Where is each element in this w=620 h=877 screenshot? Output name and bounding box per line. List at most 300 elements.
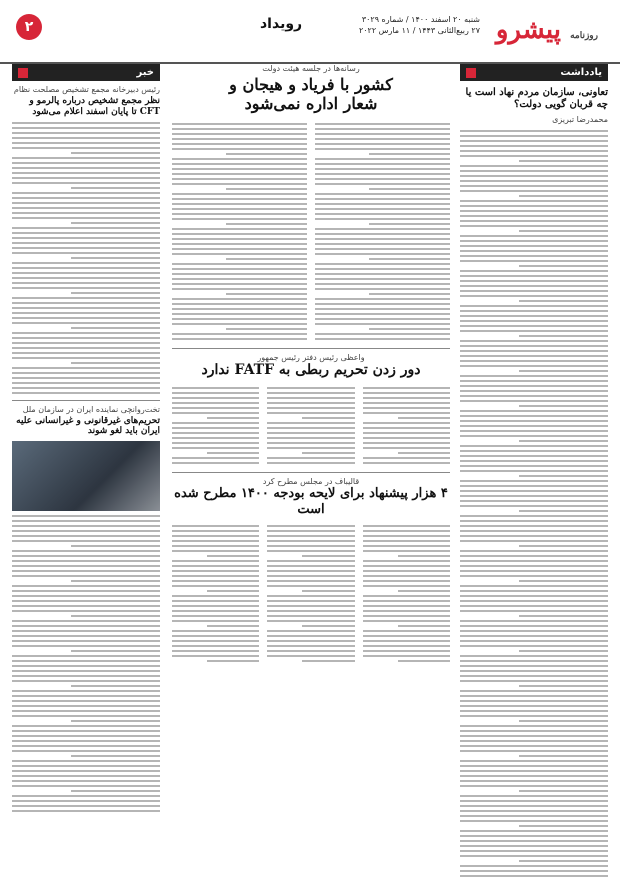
story1-headline: نظر مجمع تشخیص درباره پالرمو و CFT تا پایان اسفند اعلام می‌شود (29, 96, 160, 117)
text-line (172, 630, 259, 632)
text-line (12, 675, 160, 677)
section-title: رویداد (260, 16, 303, 32)
text-line (12, 690, 160, 692)
text-line (12, 540, 160, 542)
text-line (71, 257, 160, 259)
story2-body (12, 515, 160, 812)
text-line (460, 210, 608, 212)
text-line (172, 545, 259, 547)
text-line (172, 203, 307, 205)
text-line (267, 575, 354, 577)
body-column (363, 525, 450, 662)
text-line (302, 555, 354, 557)
text-line (460, 715, 608, 717)
text-line (460, 870, 608, 872)
text-line (172, 595, 259, 597)
text-line (460, 430, 608, 432)
text-line (12, 600, 160, 602)
text-line (460, 815, 608, 817)
text-line (519, 405, 608, 407)
center-area (172, 64, 450, 824)
text-line (12, 795, 160, 797)
newspaper-logo (492, 10, 602, 50)
text-line (460, 165, 608, 167)
text-line (460, 375, 608, 377)
text-line (315, 338, 450, 340)
text-line (12, 182, 160, 184)
text-line (12, 635, 160, 637)
text-line (12, 367, 160, 369)
text-line (363, 615, 450, 617)
text-line (12, 342, 160, 344)
text-line (460, 425, 608, 427)
text-line (460, 325, 608, 327)
text-line (519, 545, 608, 547)
text-line (12, 317, 160, 319)
text-line (267, 447, 354, 449)
text-line (12, 172, 160, 174)
text-line (226, 188, 307, 190)
mid-article-columns (172, 387, 450, 464)
text-line (172, 650, 259, 652)
text-line (267, 540, 354, 542)
text-line (460, 340, 608, 342)
text-line (12, 382, 160, 384)
text-line (460, 130, 608, 132)
top-headline-line-2: شعار اداره نمی‌شود (244, 94, 378, 114)
text-line (172, 198, 307, 200)
text-line (460, 290, 608, 292)
text-line (172, 640, 259, 642)
text-line (460, 630, 608, 632)
text-line (315, 203, 450, 205)
text-line (12, 357, 160, 359)
text-line (172, 427, 259, 429)
text-line (460, 830, 608, 832)
text-line (363, 442, 450, 444)
top-kicker: رسانه‌ها در جلسه هیئت دولت (262, 64, 360, 73)
text-line (172, 580, 259, 582)
text-line (460, 490, 608, 492)
text-line (460, 470, 608, 472)
text-line (71, 755, 160, 757)
body-column (172, 387, 259, 464)
text-line (267, 585, 354, 587)
text-line (12, 610, 160, 612)
text-line (267, 560, 354, 562)
text-line (460, 175, 608, 177)
text-line (315, 273, 450, 275)
text-line (460, 800, 608, 802)
text-line (363, 645, 450, 647)
text-line (267, 645, 354, 647)
text-line (519, 265, 608, 267)
text-line (172, 565, 259, 567)
mid-kicker: واعظی رئیس دفتر رئیس جمهور (257, 353, 365, 363)
text-line (12, 735, 160, 737)
text-line (460, 810, 608, 812)
text-line (460, 360, 608, 362)
text-line (267, 570, 354, 572)
text-line (315, 298, 450, 300)
text-line (460, 295, 608, 297)
text-line (172, 163, 307, 165)
text-line (363, 535, 450, 537)
band-label: یادداشت (560, 67, 602, 78)
text-line (315, 218, 450, 220)
text-line (12, 177, 160, 179)
text-line (172, 178, 307, 180)
text-line (172, 303, 307, 305)
text-line (267, 530, 354, 532)
text-line (12, 127, 160, 129)
text-line (302, 452, 354, 454)
text-line (519, 440, 608, 442)
article-title: تعاونی، سازمان مردم نهاد است یا چه قربان گویی دولت؟ (465, 87, 608, 110)
text-line (172, 158, 307, 160)
text-line (12, 655, 160, 657)
text-line (363, 620, 450, 622)
text-line (315, 248, 450, 250)
text-line (460, 575, 608, 577)
text-line (460, 240, 608, 242)
text-line (460, 500, 608, 502)
text-line (460, 170, 608, 172)
text-line (12, 132, 160, 134)
text-line (12, 192, 160, 194)
text-line (12, 332, 160, 334)
text-line (315, 173, 450, 175)
text-line (460, 305, 608, 307)
article-body (460, 130, 608, 877)
text-line (172, 268, 307, 270)
text-line (12, 575, 160, 577)
text-line (315, 243, 450, 245)
text-line (226, 258, 307, 260)
text-line (267, 422, 354, 424)
text-line (363, 402, 450, 404)
text-line (460, 415, 608, 417)
text-line (315, 213, 450, 215)
text-line (460, 590, 608, 592)
text-line (363, 407, 450, 409)
text-line (267, 535, 354, 537)
text-line (172, 298, 307, 300)
text-line (172, 263, 307, 265)
text-line (363, 432, 450, 434)
text-line (315, 233, 450, 235)
text-line (460, 395, 608, 397)
text-line (12, 520, 160, 522)
text-line (460, 365, 608, 367)
text-line (172, 243, 307, 245)
text-line (172, 437, 259, 439)
text-line (315, 163, 450, 165)
text-line (12, 217, 160, 219)
text-line (315, 128, 450, 130)
text-line (363, 585, 450, 587)
text-line (172, 168, 307, 170)
text-line (207, 660, 259, 662)
text-line (172, 610, 259, 612)
text-line (12, 387, 160, 389)
text-line (460, 185, 608, 187)
text-line (172, 228, 307, 230)
text-line (12, 137, 160, 139)
body-column (315, 123, 450, 340)
text-line (172, 645, 259, 647)
text-line (363, 565, 450, 567)
text-line (71, 292, 160, 294)
text-line (460, 855, 608, 857)
text-line (315, 208, 450, 210)
text-line (315, 138, 450, 140)
text-line (12, 272, 160, 274)
text-line (207, 625, 259, 627)
text-line (460, 555, 608, 557)
text-line (12, 267, 160, 269)
story1-body (12, 122, 160, 394)
text-line (12, 312, 160, 314)
text-line (460, 495, 608, 497)
text-line (363, 540, 450, 542)
text-line (460, 565, 608, 567)
text-line (12, 560, 160, 562)
text-line (460, 660, 608, 662)
text-line (12, 392, 160, 394)
text-line (460, 345, 608, 347)
text-line (172, 333, 307, 335)
text-line (172, 213, 307, 215)
text-line (315, 318, 450, 320)
text-line (267, 545, 354, 547)
text-line (460, 775, 608, 777)
text-line (12, 645, 160, 647)
text-line (519, 650, 608, 652)
text-line (363, 605, 450, 607)
text-line (460, 740, 608, 742)
text-line (519, 510, 608, 512)
text-line (12, 595, 160, 597)
text-line (12, 352, 160, 354)
text-line (460, 785, 608, 787)
text-line (12, 337, 160, 339)
text-line (460, 600, 608, 602)
section-band (12, 64, 160, 81)
text-line (12, 530, 160, 532)
text-line (315, 238, 450, 240)
text-line (12, 525, 160, 527)
text-line (12, 740, 160, 742)
text-line (363, 600, 450, 602)
text-line (460, 380, 608, 382)
right-column (460, 64, 608, 824)
text-line (460, 725, 608, 727)
text-line (12, 277, 160, 279)
text-line (226, 328, 307, 330)
text-line (460, 750, 608, 752)
text-line (519, 475, 608, 477)
text-line (460, 585, 608, 587)
text-line (398, 625, 450, 627)
text-line (172, 392, 259, 394)
text-line (12, 147, 160, 149)
text-line (267, 442, 354, 444)
text-line (460, 330, 608, 332)
text-line (172, 525, 259, 527)
text-line (267, 655, 354, 657)
text-line (460, 635, 608, 637)
text-line (172, 432, 259, 434)
text-line (172, 560, 259, 562)
text-line (172, 605, 259, 607)
text-line (12, 555, 160, 557)
text-line (460, 595, 608, 597)
text-line (12, 775, 160, 777)
text-line (12, 162, 160, 164)
text-line (460, 625, 608, 627)
text-line (460, 145, 608, 147)
text-line (460, 200, 608, 202)
section-band (460, 64, 608, 81)
text-line (363, 457, 450, 459)
text-line (460, 700, 608, 702)
text-line (460, 260, 608, 262)
text-line (12, 207, 160, 209)
text-line (398, 452, 450, 454)
text-line (302, 660, 354, 662)
text-line (315, 333, 450, 335)
text-line (172, 550, 259, 552)
text-line (12, 122, 160, 124)
text-line (363, 640, 450, 642)
text-line (12, 810, 160, 812)
text-line (519, 580, 608, 582)
text-line (172, 402, 259, 404)
text-line (460, 540, 608, 542)
text-line (12, 670, 160, 672)
text-line (460, 705, 608, 707)
text-line (460, 250, 608, 252)
text-line (315, 198, 450, 200)
text-line (207, 590, 259, 592)
issue-line-1: شنبه ۲۰ اسفند ۱۴۰۰ / شماره ۳۰۲۹ (361, 15, 480, 24)
text-line (12, 377, 160, 379)
text-line (460, 850, 608, 852)
body-column (267, 387, 354, 464)
text-line (267, 457, 354, 459)
text-line (363, 575, 450, 577)
text-line (12, 227, 160, 229)
text-line (12, 760, 160, 762)
text-line (172, 288, 307, 290)
text-line (12, 570, 160, 572)
text-line (207, 555, 259, 557)
text-line (172, 447, 259, 449)
text-line (12, 197, 160, 199)
text-line (226, 293, 307, 295)
text-line (519, 230, 608, 232)
story2-kicker: تخت‌روانچی نماینده ایران در سازمان ملل (22, 404, 160, 414)
top-headline (172, 75, 450, 113)
text-line (460, 845, 608, 847)
text-line (267, 407, 354, 409)
text-line (519, 685, 608, 687)
text-line (12, 252, 160, 254)
text-line (172, 138, 307, 140)
text-line (267, 605, 354, 607)
text-line (460, 270, 608, 272)
story2-photo (12, 441, 160, 511)
text-line (172, 412, 259, 414)
text-line (172, 655, 259, 657)
top-article-columns (172, 123, 450, 340)
text-line (460, 390, 608, 392)
text-line (12, 202, 160, 204)
text-line (363, 462, 450, 464)
divider (12, 400, 160, 401)
text-line (363, 630, 450, 632)
text-line (71, 362, 160, 364)
text-line (12, 660, 160, 662)
text-line (363, 595, 450, 597)
text-line (363, 387, 450, 389)
text-line (12, 212, 160, 214)
text-line (267, 630, 354, 632)
text-line (315, 133, 450, 135)
text-line (460, 570, 608, 572)
text-line (460, 235, 608, 237)
text-line (315, 263, 450, 265)
text-line (460, 560, 608, 562)
text-line (460, 215, 608, 217)
text-line (172, 128, 307, 130)
text-line (12, 750, 160, 752)
text-line (267, 437, 354, 439)
issue-info (310, 14, 480, 36)
text-line (12, 605, 160, 607)
body-column (172, 123, 307, 340)
text-line (460, 465, 608, 467)
text-line (12, 142, 160, 144)
text-line (12, 800, 160, 802)
text-line (267, 427, 354, 429)
text-line (172, 283, 307, 285)
text-line (71, 222, 160, 224)
text-line (460, 795, 608, 797)
text-line (172, 313, 307, 315)
text-line (363, 392, 450, 394)
text-line (519, 335, 608, 337)
text-line (12, 640, 160, 642)
text-line (172, 338, 307, 340)
logo-tag: روزنامه (570, 31, 598, 41)
text-line (172, 173, 307, 175)
text-line (267, 610, 354, 612)
text-line (315, 143, 450, 145)
text-line (460, 745, 608, 747)
bottom-article-columns (172, 525, 450, 662)
text-line (460, 245, 608, 247)
text-line (12, 805, 160, 807)
text-line (172, 615, 259, 617)
text-line (460, 680, 608, 682)
text-line (267, 392, 354, 394)
text-line (363, 422, 450, 424)
text-line (460, 735, 608, 737)
text-line (172, 208, 307, 210)
text-line (460, 220, 608, 222)
